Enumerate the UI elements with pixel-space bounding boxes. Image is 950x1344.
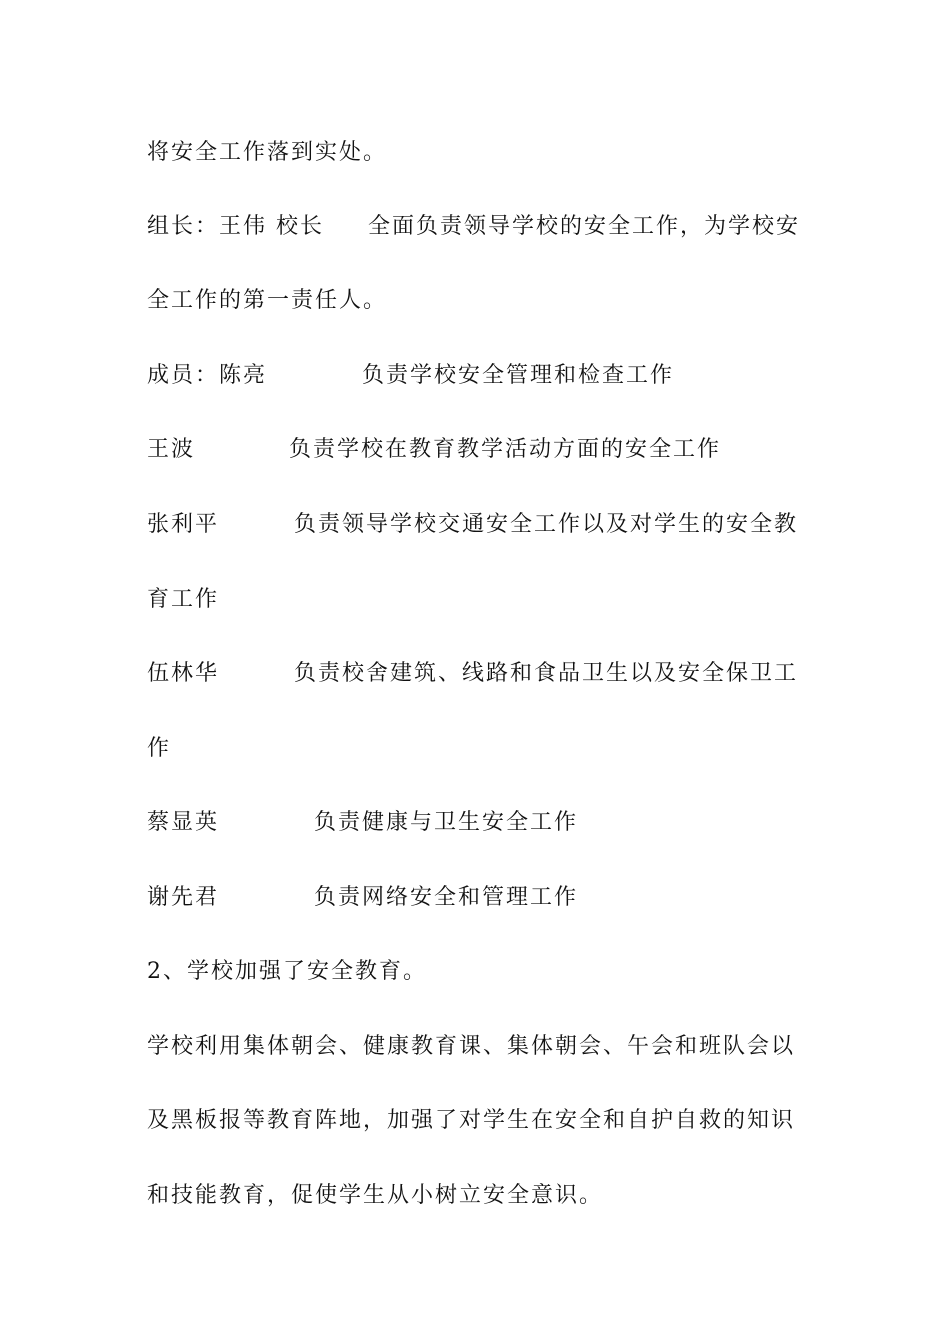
leader-duty: 全面负责领导学校的安全工作，为学校安 xyxy=(368,214,801,239)
leader-duty-continued xyxy=(147,286,387,316)
paragraph-text: 和技能教育，促使学生从小树立安全意识。 xyxy=(147,1183,604,1208)
member-duty-text: 育工作 xyxy=(147,587,220,612)
member-row xyxy=(147,361,827,391)
member-duty: 负责学校安全管理和检查工作 xyxy=(362,363,675,388)
leader-label: 组长：王伟 校长 xyxy=(147,214,324,239)
member-name: 伍林华 xyxy=(147,661,220,686)
member-name: 张利平 xyxy=(147,512,220,537)
paragraph-line xyxy=(147,138,387,168)
member-row xyxy=(147,435,827,465)
member-name: 王波 xyxy=(147,437,196,462)
member-duty-continued xyxy=(147,734,171,764)
paragraph-line xyxy=(147,1032,795,1062)
member-name: 蔡显英 xyxy=(147,810,220,835)
member-row xyxy=(147,659,827,689)
member-row xyxy=(147,808,827,838)
member-duty-continued xyxy=(147,585,219,615)
member-row xyxy=(147,883,827,913)
paragraph-text: 学校利用集体朝会、健康教育课、集体朝会、午会和班队会以 xyxy=(147,1034,796,1059)
member-duty: 负责网络安全和管理工作 xyxy=(314,885,579,910)
member-duty-text: 作 xyxy=(147,736,172,761)
member-name: 谢先君 xyxy=(147,885,220,910)
section-heading xyxy=(147,957,427,987)
paragraph-line xyxy=(147,1181,603,1211)
member-label: 成员：陈亮 xyxy=(147,363,268,388)
paragraph-text: 及黑板报等教育阵地，加强了对学生在安全和自护自救的知识 xyxy=(147,1108,796,1133)
paragraph-text: 将安全工作落到实处。 xyxy=(147,140,388,165)
member-duty: 负责校舍建筑、线路和食品卫生以及安全保卫工 xyxy=(294,661,799,686)
leader-duty-text: 全工作的第一责任人。 xyxy=(147,288,388,313)
member-row xyxy=(147,510,827,540)
leader-row xyxy=(147,212,827,242)
member-duty: 负责健康与卫生安全工作 xyxy=(314,810,579,835)
paragraph-line xyxy=(147,1106,795,1136)
member-duty: 负责学校在教育教学活动方面的安全工作 xyxy=(289,437,722,462)
section-heading-text: 2、学校加强了安全教育。 xyxy=(147,959,427,984)
member-duty: 负责领导学校交通安全工作以及对学生的安全教 xyxy=(294,512,799,537)
